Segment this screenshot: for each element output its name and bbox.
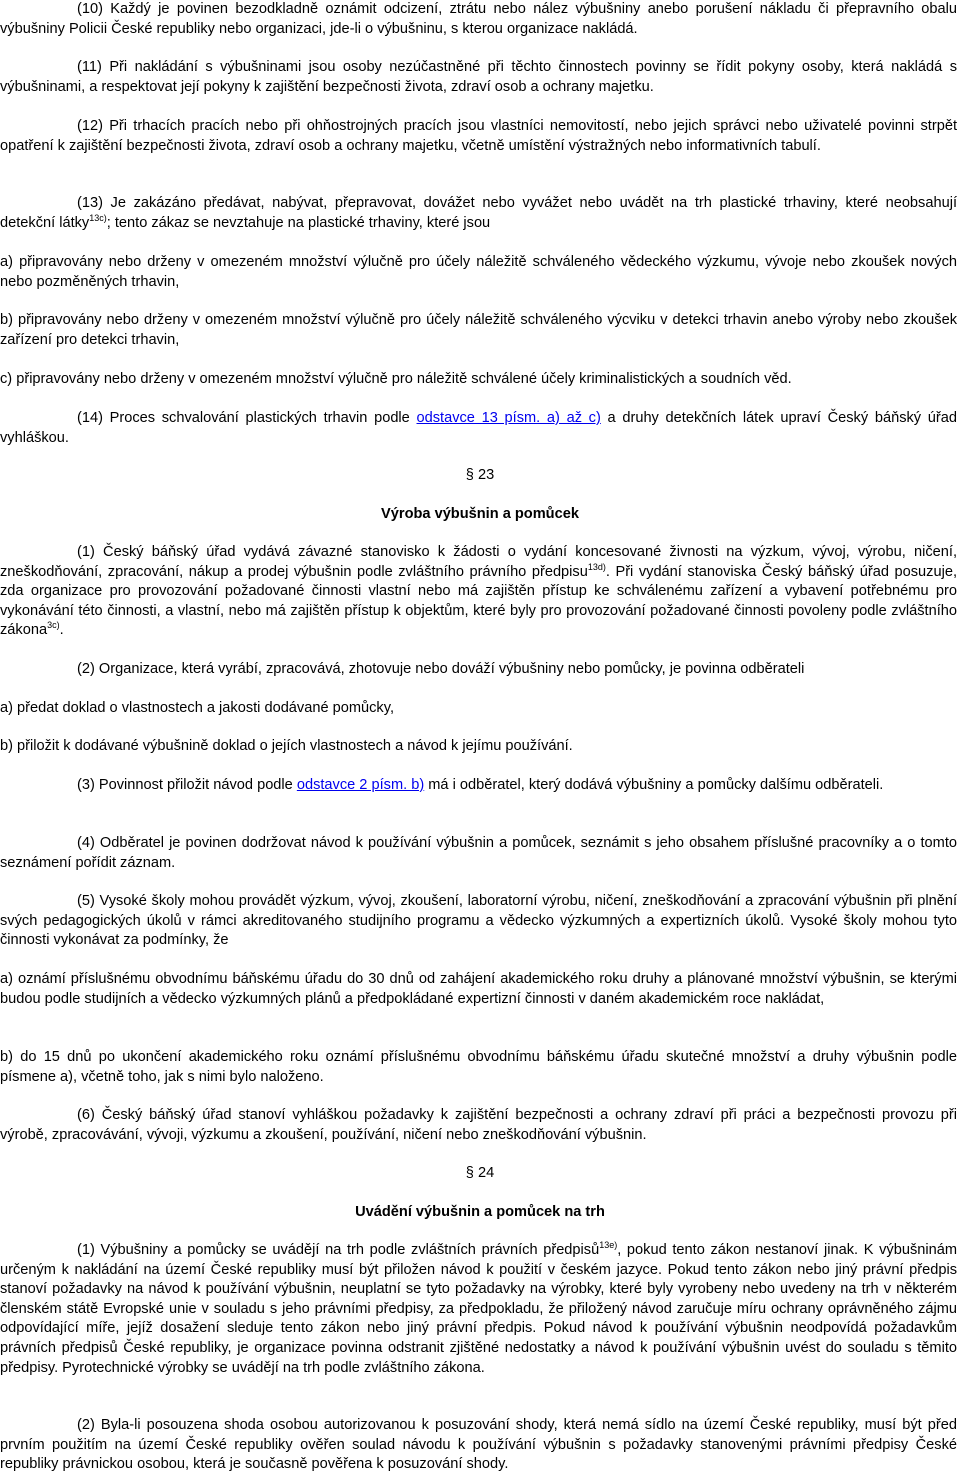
- section-23-paragraph-2-item-a: a) předat doklad o vlastnostech a jakosti dodávané pomůcky,: [0, 700, 394, 716]
- section-23-title: Výroba výbušnin a pomůcek: [381, 506, 579, 522]
- paragraph-12: (12) Při trhacích pracích nebo při ohňostrojných pracích jsou vlastníci nemovitostí, nebo jejich správci nebo uživatelé povinni strpět opatření k zajištění bezpečnosti života, zdraví osob a ochrany majetku, včetně umístění výstražných nebo informativních tabulí.: [0, 118, 957, 154]
- section-24-paragraph-1: [0, 1241, 957, 1378]
- section-23-p1-text-a: (1) Český báňský úřad vydává závazné stanovisko k žádosti o vydání koncesované živnosti na výzkum, vývoj, výrobu, ničení, zneškodňování, zpracování, nákup a prodej výbušnin podle zvláštního právního předpisu: [0, 544, 957, 580]
- paragraph-14: [0, 409, 957, 448]
- paragraph-13: [0, 194, 957, 233]
- section-23-p3-text-end: má i odběratel, který dodává výbušniny a pomůcky dalšímu odběrateli.: [424, 777, 884, 793]
- section-23-paragraph-4: (4) Odběratel je povinen dodržovat návod k používání výbušnin a pomůcek, seznámit s jeho obsahem příslušné pracovníky a o tomto seznámení pořídit záznam.: [0, 835, 957, 871]
- section-23-paragraph-5-item-b: b) do 15 dnů po ukončení akademického roku oznámí příslušnému obvodnímu báňskému úřadu skutečné množství a druhy výbušnin podle písmene a), včetně toho, jak s nimi bylo naloženo.: [0, 1049, 957, 1085]
- section-23-paragraph-2: (2) Organizace, která vyrábí, zpracovává, zhotovuje nebo dováží výbušniny nebo pomůcky, je povinna odběrateli: [77, 661, 805, 677]
- paragraph-14-text-start: (14) Proces schvalování plastických trhavin podle: [77, 410, 417, 426]
- paragraph-13-item-a: a) připravovány nebo drženy v omezeném množství výlučně pro účely náležitě schváleného vědeckého výzkumu, vývoje nebo zkoušek nových nebo pozměněných trhavin,: [0, 254, 957, 290]
- footnote-ref-13d: 13d): [587, 561, 606, 572]
- paragraph-13-item-c: c) připravovány nebo drženy v omezeném množství výlučně pro náležitě schválené účely kriminalistických a soudních věd.: [0, 371, 792, 387]
- section-23-paragraph-1: [0, 543, 957, 641]
- paragraph-13-text-start: (13) Je zakázáno předávat, nabývat, přepravovat, dovážet nebo vyvážet nebo uvádět na trh plastické trhaviny, které neobsahují detekční látky: [0, 195, 957, 231]
- section-23-paragraph-3: [0, 776, 957, 796]
- section-23-paragraph-5: (5) Vysoké školy mohou provádět výzkum, vývoj, zkoušení, laboratorní výrobu, ničení, zneškodňování a zpracování výbušnin při plnění svých pedagogických úkolů v rámci akreditovaného studijního programu a vědecko výzkumných a expertizních úkolů. Vysoké školy mohou tyto činnosti vykonávat za podmínky, že: [0, 893, 957, 949]
- section-23-number: § 23: [465, 467, 495, 483]
- section-23-p1-text-b: . Při vydání stanoviska Český báňský úřad posuzuje, zda organizace pro provozování požadované činnosti vlastní nebo má zajištěn přístup ke schválenému zařízení a vybavení potřebnému pro vykonávání této činnosti, a vlastní, nebo má zajištěn přístup k objektům, které byly pro provozování požadované činnosti povoleny podle zvláštního zákona: [0, 563, 957, 639]
- paragraph-13-text-end: ; tento zákaz se nevztahuje na plastické trhaviny, které jsou: [106, 214, 491, 231]
- paragraph-13-item-b: b) připravovány nebo drženy v omezeném množství výlučně pro účely náležitě schváleného výcviku v detekci trhavin anebo výroby nebo zkoušek zařízení pro detekci trhavin,: [0, 312, 957, 348]
- section-24-title: Uvádění výbušnin a pomůcek na trh: [355, 1204, 605, 1220]
- footnote-ref-13e: 13e): [599, 1240, 618, 1250]
- section-24-paragraph-2: (2) Byla-li posouzena shoda osobou autorizovanou k posuzování shody, která nemá sídlo na území České republiky, musí být před prvním použitím na území České republiky ověřen soulad návodu k používání výbušnin s požadavky stanovenými právními předpisy České republiky právnickou osobou, která je současně pověřena k posuzování shody.: [0, 1417, 957, 1473]
- link-odstavce-13[interactable]: odstavce 13 písm. a) až c): [416, 410, 601, 426]
- section-24-number: § 24: [465, 1165, 495, 1181]
- footnote-ref-3c: 3c): [47, 620, 60, 631]
- section-23-paragraph-5-item-a: a) oznámí příslušnému obvodnímu báňskému úřadu do 30 dnů od zahájení akademického roku druhy a plánované množství výbušnin, se kterými budou podle studijních a vědecko výzkumných plánů a předpokládané expertizní činnosti v daném akademickém roce nakládat,: [0, 971, 957, 1007]
- section-23-paragraph-2-item-b: b) přiložit k dodávané výbušnině doklad o jejích vlastnostech a návod k jejímu používání.: [0, 738, 573, 754]
- section-24-p1-text-b: , pokud tento zákon nestanoví jinak. K výbušninám určeným k nakládání na území České republiky musí být přiložen návod k použití v českém jazyce. Pokud tento zákon nebo jiný právní předpis stanoví požadavky na návod k používání výbušnin, neuplatní se tyto požadavky na výrobky, které byly vyrobeny nebo uvedeny na trh v některém členském státě Evropské unie v souladu s jeho právními předpisy, za předpokladu, že přiložený návod zaručuje míru ochrany oprávněného zájmu odpovídající míře, jejíž dosažení sleduje tento zákon nebo jiný právní předpis. Pokud návod k používání výbušnin neodpovídá požadavkům právních předpisů České republiky, je organizace povinna odstranit zjištěné nedostatky a návod k používání výbušnin uvést do souladu s těmito předpisy. Pyrotechnické výrobky se uvádějí na trh podle zvláštního zákona.: [0, 1242, 957, 1376]
- section-23-p3-text-start: (3) Povinnost přiložit návod podle: [77, 777, 297, 793]
- paragraph-10: (10) Každý je povinen bezodkladně oznámit odcizení, ztrátu nebo nález výbušniny anebo porušení nákladu či přepravního obalu výbušniny Policii České republiky nebo organizaci, jde-li o výbušninu, s kterou organizace nakládá.: [0, 1, 957, 37]
- section-24-p1-text-a: (1) Výbušniny a pomůcky se uvádějí na trh podle zvláštních právních předpisů: [77, 1242, 600, 1258]
- section-23-paragraph-6: (6) Český báňský úřad stanoví vyhláškou požadavky k zajištění bezpečnosti a ochrany zdraví při práci a bezpečnosti provozu při výrobě, zpracovávání, vývoji, výzkumu a zkoušení, používání, ničení nebo zneškodňování výbušnin.: [0, 1107, 957, 1143]
- paragraph-11: (11) Při nakládání s výbušninami jsou osoby nezúčastněné při těchto činnostech povinny se řídit pokyny osoby, která nakládá s výbušninami, a respektovat její pokyny k zajištění bezpečnosti života, zdraví osob a ochrany majetku.: [0, 59, 957, 95]
- paragraph-14-text-end: a druhy detekčních látek upraví Český báňský úřad vyhláškou.: [0, 410, 957, 446]
- section-23-p1-text-c: .: [59, 622, 64, 639]
- link-odstavce-2[interactable]: odstavce 2 písm. b): [296, 777, 425, 793]
- footnote-ref-13c: 13c): [89, 212, 107, 223]
